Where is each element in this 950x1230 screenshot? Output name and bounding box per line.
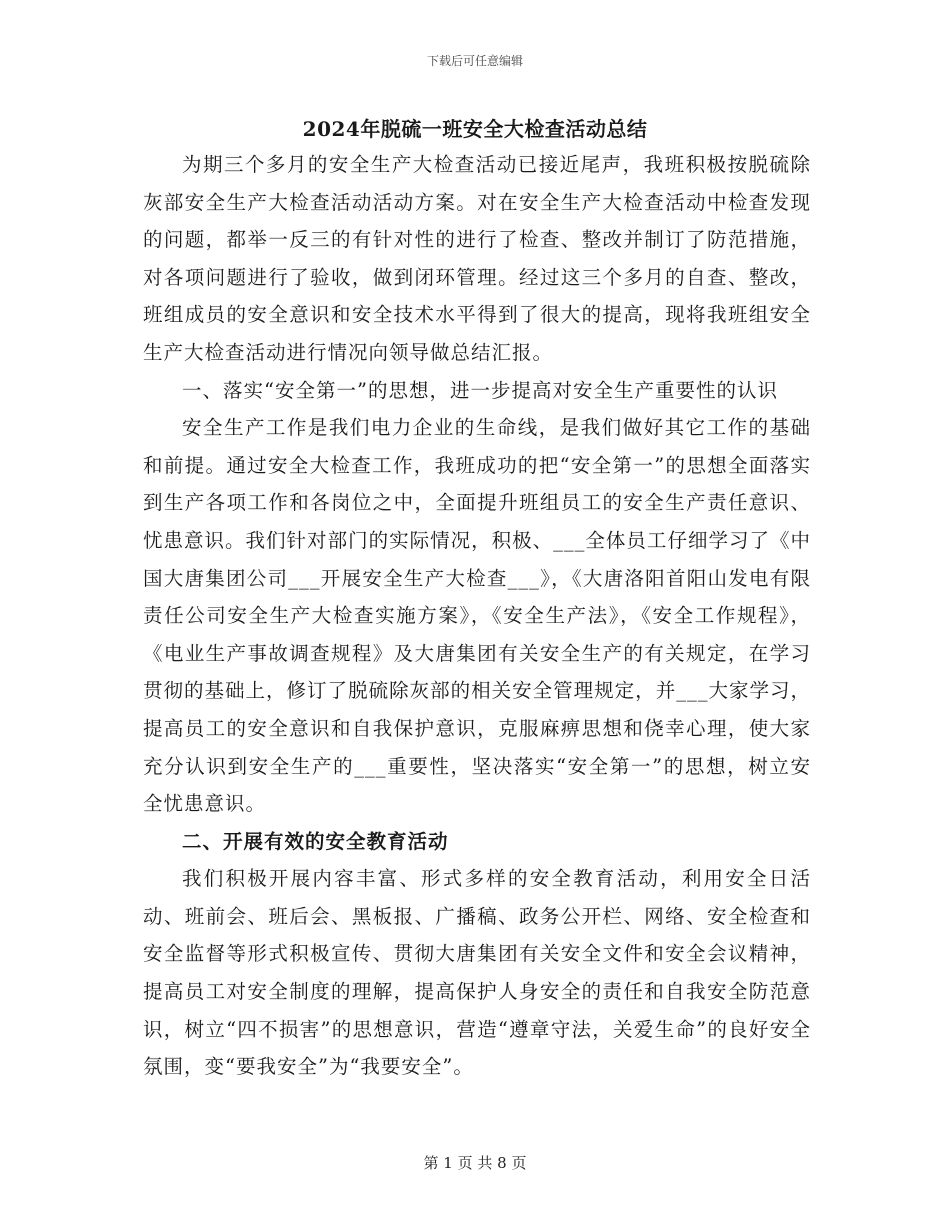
document-body <box>143 146 811 1086</box>
header-note: 下载后可任意编辑 <box>426 54 523 68</box>
section-heading-1: 一、落实“安全第一”的思想，进一步提高对安全生产重要性的认识 <box>182 378 778 402</box>
section-heading-2: 二、开展有效的安全教育活动 <box>182 829 449 853</box>
paragraph-section-1: 安全生产工作是我们电力企业的生命线，是我们做好其它工作的基础和前提。通过安全大检查工作，我班成功的把“安全第一”的思想全面落实到生产各项工作和各岗位之中，全面提升班组员工的安全生产责任意识、忧患意识。我们针对部门的实际情况，积极、___全体员工仔细学习了《中国大唐集团公司___开展安全生产大检查___》，《大唐洛阳首阳山发电有限责任公司安全生产大检查实施方案》，《安全生产法》，《安全工作规程》，《电业生产事故调查规程》及大唐集团有关安全生产的有关规定，在学习贯彻的基础上，修订了脱硫除灰部的相关安全管理规定，并___大家学习，提高员工的安全意识和自我保护意识，克服麻痹思想和侥幸心理，使大家充分认识到安全生产的___重要性，坚决落实“安全第一”的思想，树立安全忧患意识。 <box>143 416 811 816</box>
paragraph-intro: 为期三个多月的安全生产大检查活动已接近尾声，我班积极按脱硫除灰部安全生产大检查活动活动方案。对在安全生产大检查活动中检查发现的问题，都举一反三的有针对性的进行了检查、整改并制订了防范措施，对各项问题进行了验收，做到闭环管理。经过这三个多月的自查、整改，班组成员的安全意识和安全技术水平得到了很大的提高，现将我班组安全生产大检查活动进行情况向领导做总结汇报。 <box>143 153 811 364</box>
page-footer: 第 1 页 共 8 页 <box>423 1154 527 1172</box>
document-title: 2024年脱硫一班安全大检查活动总结 <box>302 117 648 141</box>
paragraph-section-2: 我们积极开展内容丰富、形式多样的安全教育活动，利用安全日活动、班前会、班后会、黑板报、广播稿、政务公开栏、网络、安全检查和安全监督等形式积极宣传、贯彻大唐集团有关安全文件和安全会议精神，提高员工对安全制度的理解，提高保护人身安全的责任和自我安全防范意识，树立“四不损害”的思想意识，营造“遵章守法，关爱生命”的良好安全氛围，变“要我安全”为“我要安全”。 <box>143 867 811 1079</box>
